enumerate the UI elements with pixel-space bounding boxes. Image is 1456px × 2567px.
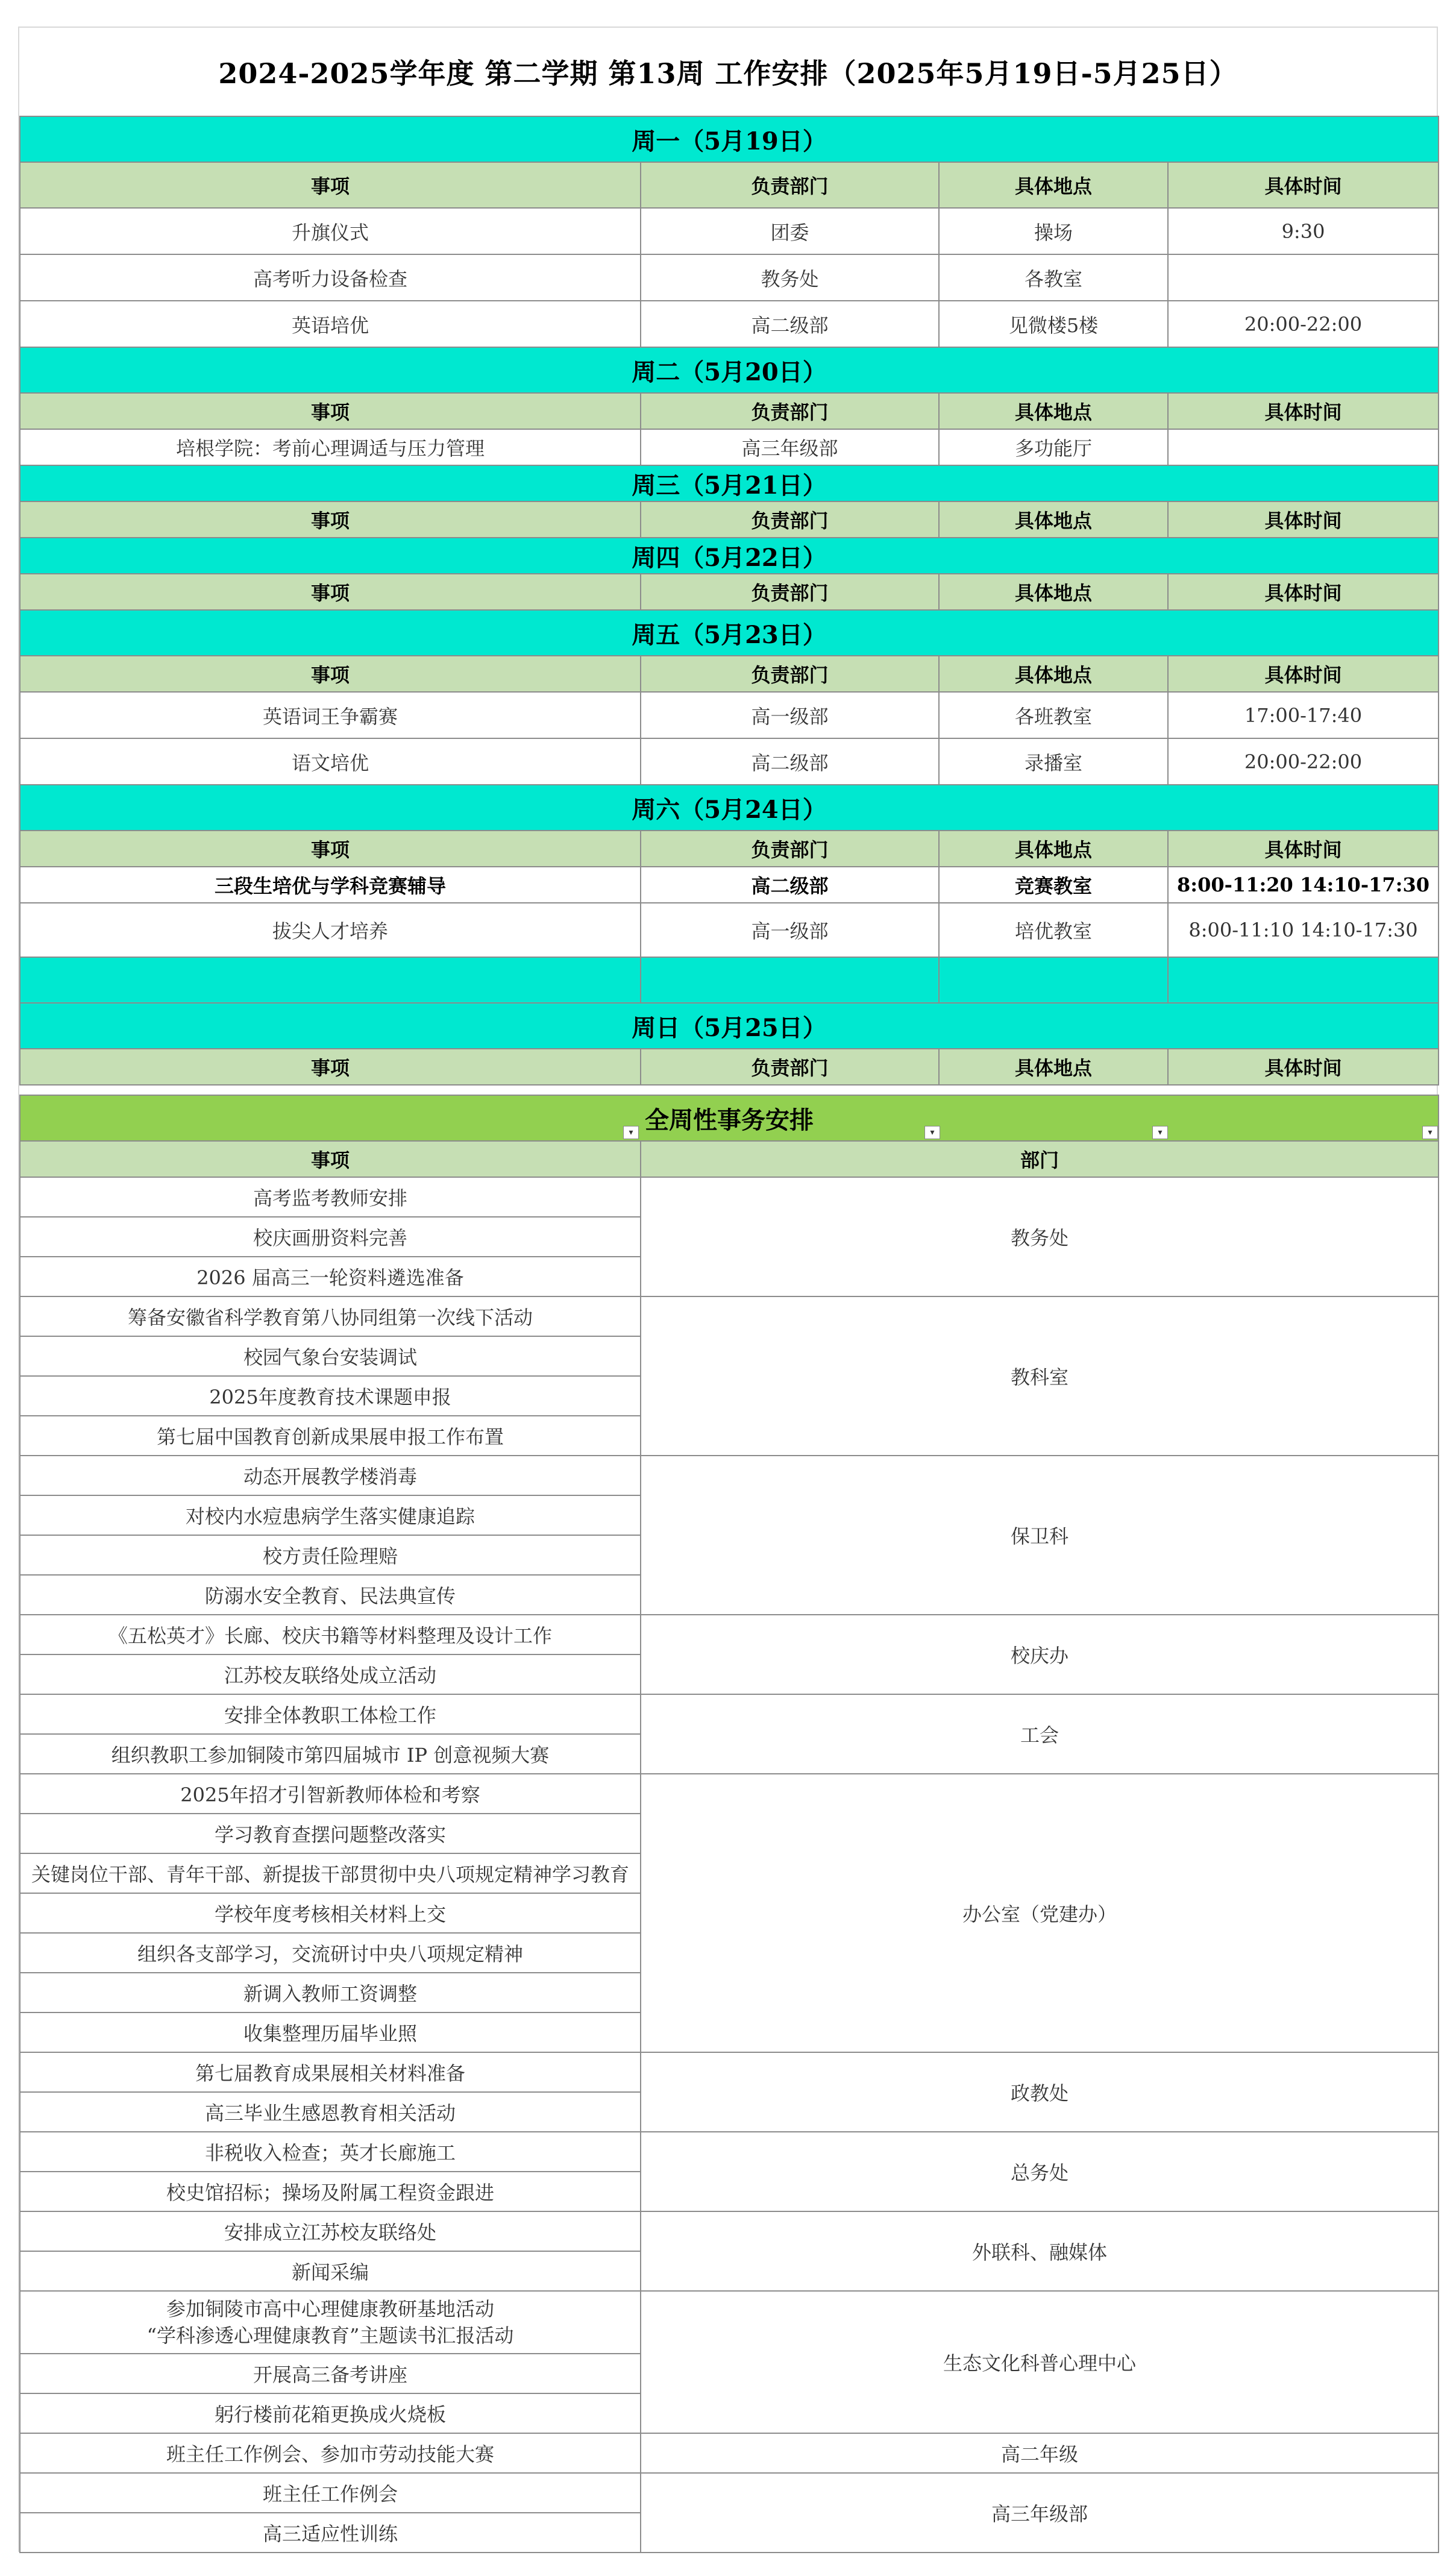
daily-schedule-table xyxy=(19,116,1439,1086)
day-heading-row xyxy=(20,116,1439,162)
column-header-location: 具体地点 xyxy=(939,831,1168,867)
day-heading: 周二（5月20日） xyxy=(20,347,1439,393)
column-header-item: 事项 xyxy=(20,162,641,208)
weekly-item-cell: 动态开展教学楼消毒 xyxy=(20,1456,641,1495)
blank-cell xyxy=(1168,957,1439,1003)
day-heading: 周六（5月24日） xyxy=(20,785,1439,831)
filter-dropdown-button[interactable]: ▾ xyxy=(623,1126,639,1139)
column-header-location: 具体地点 xyxy=(939,574,1168,610)
time-cell: 20:00-22:00 xyxy=(1168,738,1439,785)
time-cell: 9:30 xyxy=(1168,208,1439,254)
event-cell: 英语词王争霸赛 xyxy=(20,692,641,738)
weekly-heading xyxy=(20,1095,1439,1141)
weekly-item-cell: 学习教育查摆问题整改落实 xyxy=(20,1814,641,1853)
day-heading-row xyxy=(20,785,1439,831)
blank-cell xyxy=(20,957,641,1003)
column-header-row xyxy=(20,393,1439,429)
table-row xyxy=(20,254,1439,301)
weekly-item-cell: 躬行楼前花箱更换成火烧板 xyxy=(20,2393,641,2433)
day-heading-row xyxy=(20,610,1439,656)
weekly-column-header-department: 部门 xyxy=(641,1141,1439,1177)
event-cell: 拔尖人才培养 xyxy=(20,903,641,957)
weekly-row xyxy=(20,2132,1439,2172)
weekly-item-cell: 安排成立江苏校友联络处 xyxy=(20,2211,641,2251)
weekly-item-cell: 第七届中国教育创新成果展申报工作布置 xyxy=(20,1416,641,1456)
filter-dropdown-button[interactable]: ▾ xyxy=(1152,1126,1168,1139)
day-heading-row xyxy=(20,1003,1439,1049)
weekly-row xyxy=(20,1456,1439,1495)
weekly-column-header-item: 事项 xyxy=(20,1141,641,1177)
column-header-item: 事项 xyxy=(20,1049,641,1085)
table-row xyxy=(20,429,1439,465)
table-row xyxy=(20,208,1439,254)
table-row xyxy=(20,867,1439,903)
location-cell: 各班教室 xyxy=(939,692,1168,738)
weekly-item-cell: 防溺水安全教育、民法典宣传 xyxy=(20,1575,641,1615)
day-heading-row xyxy=(20,538,1439,574)
day-heading: 周四（5月22日） xyxy=(20,538,1439,574)
column-header-row xyxy=(20,656,1439,692)
weekly-row xyxy=(20,2473,1439,2513)
event-cell: 培根学院：考前心理调适与压力管理 xyxy=(20,429,641,465)
column-header-time: 具体时间 xyxy=(1168,393,1439,429)
day-heading: 周三（5月21日） xyxy=(20,465,1439,501)
department-cell: 团委 xyxy=(641,208,939,254)
table-row xyxy=(20,738,1439,785)
weekly-item-cell: 开展高三备考讲座 xyxy=(20,2354,641,2393)
column-header-location: 具体地点 xyxy=(939,656,1168,692)
department-cell: 高二级部 xyxy=(641,301,939,347)
column-header-row xyxy=(20,831,1439,867)
column-header-location: 具体地点 xyxy=(939,162,1168,208)
weekly-item-cell: 校园气象台安装调试 xyxy=(20,1336,641,1376)
department-cell: 高一级部 xyxy=(641,903,939,957)
weekly-affairs-table xyxy=(19,1095,1439,2553)
weekly-item-cell: 高三适应性训练 xyxy=(20,2513,641,2553)
weekly-department-cell: 外联科、融媒体 xyxy=(641,2211,1439,2291)
column-header-location: 具体地点 xyxy=(939,393,1168,429)
weekly-item-cell: 2025年度教育技术课题申报 xyxy=(20,1376,641,1416)
weekly-department-cell: 校庆办 xyxy=(641,1615,1439,1694)
weekly-item-cell: 非税收入检查；英才长廊施工 xyxy=(20,2132,641,2172)
time-cell: 20:00-22:00 xyxy=(1168,301,1439,347)
location-cell: 竞赛教室 xyxy=(939,867,1168,903)
column-header-item: 事项 xyxy=(20,656,641,692)
time-cell: 8:00-11:20 14:10-17:30 xyxy=(1168,867,1439,903)
column-header-time: 具体时间 xyxy=(1168,501,1439,538)
weekly-item-cell: 《五松英才》长廊、校庆书籍等材料整理及设计工作 xyxy=(20,1615,641,1654)
weekly-item-cell: 2025年招才引智新教师体检和考察 xyxy=(20,1774,641,1814)
weekly-item-cell: 组织教职工参加铜陵市第四届城市 IP 创意视频大赛 xyxy=(20,1734,641,1774)
department-cell: 高一级部 xyxy=(641,692,939,738)
column-header-location: 具体地点 xyxy=(939,501,1168,538)
event-cell: 语文培优 xyxy=(20,738,641,785)
weekly-item-cell: 校方责任险理赔 xyxy=(20,1535,641,1575)
column-header-department: 负责部门 xyxy=(641,393,939,429)
department-cell: 高二级部 xyxy=(641,738,939,785)
weekly-department-cell: 保卫科 xyxy=(641,1456,1439,1615)
time-cell xyxy=(1168,254,1439,301)
day-heading-row xyxy=(20,347,1439,393)
department-cell: 高二级部 xyxy=(641,867,939,903)
column-header-item: 事项 xyxy=(20,393,641,429)
weekly-row xyxy=(20,2291,1439,2354)
column-header-department: 负责部门 xyxy=(641,831,939,867)
event-cell: 升旗仪式 xyxy=(20,208,641,254)
weekly-department-cell: 政教处 xyxy=(641,2052,1439,2132)
time-cell: 17:00-17:40 xyxy=(1168,692,1439,738)
weekly-heading-label: 全周性事务安排 xyxy=(645,1105,814,1134)
table-row xyxy=(20,692,1439,738)
weekly-row xyxy=(20,1615,1439,1654)
weekly-column-header-row xyxy=(20,1141,1439,1177)
column-header-time: 具体时间 xyxy=(1168,831,1439,867)
column-header-location: 具体地点 xyxy=(939,1049,1168,1085)
weekly-row xyxy=(20,2052,1439,2092)
weekly-department-cell: 总务处 xyxy=(641,2132,1439,2211)
location-cell: 多功能厅 xyxy=(939,429,1168,465)
location-cell: 见微楼5楼 xyxy=(939,301,1168,347)
weekly-row xyxy=(20,1694,1439,1734)
column-header-row xyxy=(20,501,1439,538)
filter-dropdown-button[interactable]: ▾ xyxy=(1422,1126,1438,1139)
event-cell: 三段生培优与学科竞赛辅导 xyxy=(20,867,641,903)
department-cell: 教务处 xyxy=(641,254,939,301)
blank-cell xyxy=(641,957,939,1003)
department-cell: 高三年级部 xyxy=(641,429,939,465)
weekly-department-cell: 高二年级 xyxy=(641,2433,1439,2473)
weekly-item-cell: 组织各支部学习，交流研讨中央八项规定精神 xyxy=(20,1933,641,1973)
weekly-item-cell: 2026 届高三一轮资料遴选准备 xyxy=(20,1257,641,1296)
column-header-time: 具体时间 xyxy=(1168,162,1439,208)
weekly-item-cell: 校史馆招标；操场及附属工程资金跟进 xyxy=(20,2172,641,2211)
weekly-row xyxy=(20,2433,1439,2473)
weekly-item-cell: 筹备安徽省科学教育第八协同组第一次线下活动 xyxy=(20,1296,641,1336)
day-heading-row xyxy=(20,465,1439,501)
weekly-item-cell: 第七届教育成果展相关材料准备 xyxy=(20,2052,641,2092)
weekly-department-cell: 教科室 xyxy=(641,1296,1439,1456)
column-header-row xyxy=(20,162,1439,208)
column-header-item: 事项 xyxy=(20,574,641,610)
weekly-item-cell: 新调入教师工资调整 xyxy=(20,1973,641,2012)
weekly-item-text: 参加铜陵市高中心理健康教研基地活动 “学科渗透心理健康教育”主题读书汇报活动 xyxy=(146,2298,514,2347)
weekly-item-cell xyxy=(20,2291,641,2354)
column-header-item: 事项 xyxy=(20,501,641,538)
weekly-item-cell: 高考监考教师安排 xyxy=(20,1177,641,1217)
weekly-item-cell: 班主任工作例会 xyxy=(20,2473,641,2513)
location-cell: 培优教室 xyxy=(939,903,1168,957)
day-heading: 周日（5月25日） xyxy=(20,1003,1439,1049)
blank-cell xyxy=(939,957,1168,1003)
weekly-item-cell: 收集整理历届毕业照 xyxy=(20,2012,641,2052)
weekly-department-cell: 工会 xyxy=(641,1694,1439,1774)
weekly-department-cell: 教务处 xyxy=(641,1177,1439,1296)
time-cell: 8:00-11:10 14:10-17:30 xyxy=(1168,903,1439,957)
weekly-item-cell: 关键岗位干部、青年干部、新提拔干部贯彻中央八项规定精神学习教育 xyxy=(20,1853,641,1893)
column-header-department: 负责部门 xyxy=(641,1049,939,1085)
time-cell xyxy=(1168,429,1439,465)
column-header-department: 负责部门 xyxy=(641,501,939,538)
column-header-department: 负责部门 xyxy=(641,656,939,692)
weekly-item-cell: 新闻采编 xyxy=(20,2251,641,2291)
table-row xyxy=(20,301,1439,347)
column-header-department: 负责部门 xyxy=(641,162,939,208)
day-heading: 周一（5月19日） xyxy=(20,116,1439,162)
weekly-item-cell: 江苏校友联络处成立活动 xyxy=(20,1654,641,1694)
day-heading: 周五（5月23日） xyxy=(20,610,1439,656)
page-title: 2024-2025学年度 第二学期 第13周 工作安排（2025年5月19日-5月25日） xyxy=(218,57,1238,90)
column-header-item: 事项 xyxy=(20,831,641,867)
weekly-department-cell: 办公室（党建办） xyxy=(641,1774,1439,2052)
event-cell: 高考听力设备检查 xyxy=(20,254,641,301)
table-row xyxy=(20,903,1439,957)
column-header-time: 具体时间 xyxy=(1168,574,1439,610)
blank-row xyxy=(20,957,1439,1003)
column-header-time: 具体时间 xyxy=(1168,1049,1439,1085)
weekly-item-cell: 高三毕业生感恩教育相关活动 xyxy=(20,2092,641,2132)
location-cell: 操场 xyxy=(939,208,1168,254)
weekly-item-cell: 安排全体教职工体检工作 xyxy=(20,1694,641,1734)
weekly-row xyxy=(20,1296,1439,1336)
location-cell: 各教室 xyxy=(939,254,1168,301)
weekly-item-cell: 班主任工作例会、参加市劳动技能大赛 xyxy=(20,2433,641,2473)
weekly-row xyxy=(20,2211,1439,2251)
weekly-item-cell: 校庆画册资料完善 xyxy=(20,1217,641,1257)
weekly-department-cell: 生态文化科普心理中心 xyxy=(641,2291,1439,2433)
weekly-row xyxy=(20,1177,1439,1217)
column-header-department: 负责部门 xyxy=(641,574,939,610)
column-header-time: 具体时间 xyxy=(1168,656,1439,692)
weekly-item-cell: 学校年度考核相关材料上交 xyxy=(20,1893,641,1933)
column-header-row xyxy=(20,574,1439,610)
filter-dropdown-button[interactable]: ▾ xyxy=(924,1126,940,1139)
weekly-heading-row xyxy=(20,1095,1439,1141)
weekly-row xyxy=(20,1774,1439,1814)
location-cell: 录播室 xyxy=(939,738,1168,785)
column-header-row xyxy=(20,1049,1439,1085)
event-cell: 英语培优 xyxy=(20,301,641,347)
weekly-item-cell: 对校内水痘患病学生落实健康追踪 xyxy=(20,1495,641,1535)
weekly-department-cell: 高三年级部 xyxy=(641,2473,1439,2553)
